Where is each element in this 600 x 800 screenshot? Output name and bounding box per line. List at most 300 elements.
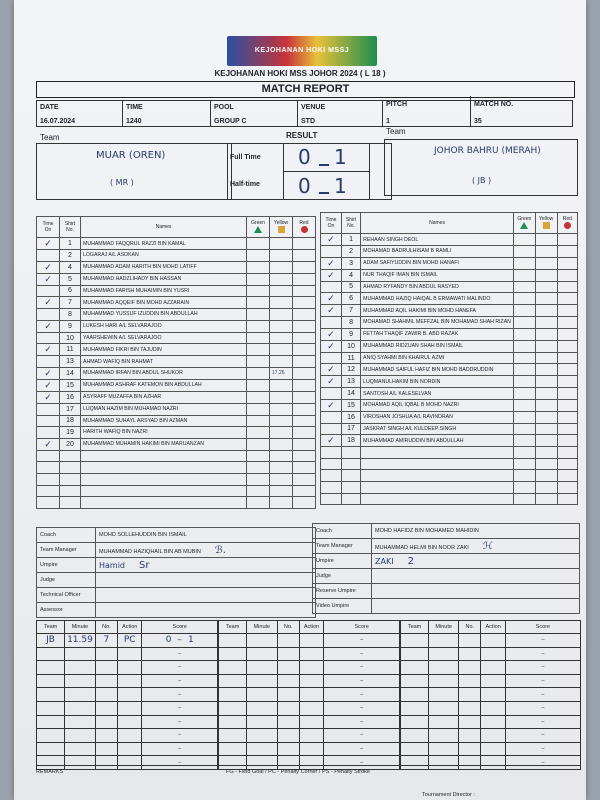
score-cell: – <box>505 674 580 688</box>
player-row <box>37 273 316 285</box>
card-cell <box>535 340 557 352</box>
score-col-header: Action <box>117 621 141 634</box>
score-row <box>37 729 218 743</box>
score-legend: FG - Field Goal / PC - Penalty Corner / PS - Penalty Stroke <box>226 769 370 775</box>
card-cell <box>557 340 577 352</box>
shirt-number: 4 <box>341 269 360 281</box>
score-cell: – <box>142 742 218 756</box>
player-name: NUR THAQIF IMAN BIN ISMAIL <box>361 269 514 281</box>
player-name: FETTAH THAQIF ZAWIR B. ABD RAZAK <box>361 328 514 340</box>
player-row <box>37 238 316 250</box>
official-row <box>313 554 580 569</box>
card-cell <box>293 356 316 368</box>
player-row <box>37 320 316 332</box>
score-row <box>401 674 581 688</box>
team-label-left: Team <box>40 133 60 142</box>
official-row <box>313 599 580 614</box>
player-name: LOGARAJ A/L ASOKAN <box>81 250 247 262</box>
card-cell <box>293 297 316 309</box>
card-cell <box>247 238 270 250</box>
col-names: Names <box>361 213 514 234</box>
score-cell: – <box>324 647 400 661</box>
shirt-number: 7 <box>60 297 81 309</box>
official-name <box>96 573 316 588</box>
card-cell <box>513 435 535 447</box>
official-role: Technical Officer <box>37 588 96 603</box>
card-cell <box>293 415 316 427</box>
player-row <box>37 427 316 439</box>
player-row <box>321 399 578 411</box>
shirt-number: 1 <box>60 238 81 250</box>
player-name: MUHAMMAD YUSSUF IZUDDIN BIN ABDULLAH <box>81 309 247 321</box>
card-cell <box>247 297 270 309</box>
score-row <box>37 634 218 648</box>
on-tick-mark <box>37 309 60 321</box>
on-tick-mark: ✓ <box>37 438 60 450</box>
score-row <box>401 756 581 770</box>
player-row <box>321 423 578 435</box>
card-cell <box>247 367 270 379</box>
score-col-header: Team <box>401 621 429 634</box>
on-tick-mark <box>37 427 60 439</box>
card-cell <box>513 257 535 269</box>
player-row <box>321 493 578 505</box>
col-red: Red <box>557 213 577 234</box>
card-cell <box>557 293 577 305</box>
score-row <box>219 647 400 661</box>
score-cell: – <box>505 756 580 770</box>
card-cell <box>513 411 535 423</box>
card-cell <box>293 438 316 450</box>
score-row <box>401 661 581 675</box>
player-row <box>37 297 316 309</box>
card-cell <box>513 364 535 376</box>
on-tick-mark: ✓ <box>321 293 342 305</box>
col-red: Red <box>293 217 316 238</box>
on-tick-mark <box>321 411 342 423</box>
player-row <box>321 470 578 482</box>
shirt-number: 5 <box>60 273 81 285</box>
card-cell <box>293 285 316 297</box>
card-cell <box>513 423 535 435</box>
card-cell <box>513 388 535 400</box>
shirt-number: 6 <box>60 285 81 297</box>
score-row <box>37 701 218 715</box>
card-cell <box>557 423 577 435</box>
home-team-name: MUAR (OREN) <box>96 150 166 161</box>
card-cell <box>535 364 557 376</box>
player-name: ASYRAFF MUZAFFA BIN AZHAR <box>81 391 247 403</box>
official-name: MUHAMMAD HAZIQHAIL BIN AB MUBIN ℬ. <box>96 543 316 558</box>
card-cell <box>270 344 293 356</box>
player-name: AHMAD WAFIQ BIN RAHMAT <box>81 356 247 368</box>
shirt-number: 17 <box>60 403 81 415</box>
away-team-code: ( JB ) <box>472 176 492 185</box>
on-tick-mark: ✓ <box>321 399 342 411</box>
player-row <box>37 462 316 474</box>
card-cell <box>535 411 557 423</box>
card-cell <box>535 388 557 400</box>
on-tick-mark <box>37 332 60 344</box>
score-cell: – <box>324 688 400 702</box>
card-cell <box>293 403 316 415</box>
pitch-value: 1 <box>386 118 390 125</box>
official-name: ZAKI 2 <box>372 554 580 569</box>
score-col-header: Minute <box>429 621 459 634</box>
card-cell <box>557 234 577 246</box>
on-tick-mark <box>37 356 60 368</box>
score-col-header: No. <box>459 621 481 634</box>
card-cell <box>557 399 577 411</box>
on-tick-mark <box>321 388 342 400</box>
official-row <box>313 539 580 554</box>
col-shirt: Shirt No. <box>341 213 360 234</box>
col-yellow: Yellow <box>535 213 557 234</box>
official-name: MOHD SOLLEHUDDIN BIN ISMAIL <box>96 528 316 543</box>
score-cell: – <box>142 715 218 729</box>
date-value: 16.07.2024 <box>40 118 76 125</box>
shirt-number: 6 <box>341 293 360 305</box>
player-name: ADAM SAFIYUDDIN BIN MOHD HANAFI <box>361 257 514 269</box>
score-cell: – <box>505 661 580 675</box>
player-row <box>321 376 578 388</box>
away-team-name: JOHOR BAHRU (MERAH) <box>434 146 541 156</box>
shirt-number: 9 <box>341 328 360 340</box>
venue-label: VENUE <box>301 104 326 111</box>
championship-title: KEJOHANAN HOKI MSS JOHOR 2024 ( L 18 ) <box>214 69 386 78</box>
player-row <box>37 415 316 427</box>
red-card-icon <box>301 226 308 233</box>
team-label-right: Team <box>386 127 406 136</box>
shirt-number: 19 <box>60 427 81 439</box>
score-cell: – <box>505 634 580 648</box>
shirt-number: 8 <box>60 309 81 321</box>
card-cell <box>513 269 535 281</box>
shirt-number: 4 <box>60 261 81 273</box>
card-cell <box>247 285 270 297</box>
card-cell <box>293 238 316 250</box>
score-cell: – <box>142 647 218 661</box>
player-row <box>321 328 578 340</box>
official-role: Coach <box>37 528 96 543</box>
score-cell: – <box>324 701 400 715</box>
player-row <box>37 450 316 462</box>
shirt-number: 14 <box>60 367 81 379</box>
score-row <box>37 661 218 675</box>
on-tick-mark: ✓ <box>37 391 60 403</box>
on-tick-mark <box>37 403 60 415</box>
card-cell <box>247 320 270 332</box>
on-tick-mark: ✓ <box>321 234 342 246</box>
card-cell <box>247 273 270 285</box>
player-name: MUHAMMAD SAIFUL HAFIZ BIN MOHD BADDRUDDIN <box>361 364 514 376</box>
score-minute: 11.59 <box>65 634 96 648</box>
card-cell <box>535 305 557 317</box>
scoring-table-2 <box>218 620 400 770</box>
card-cell <box>247 403 270 415</box>
score-row <box>219 715 400 729</box>
card-cell <box>247 427 270 439</box>
card-cell <box>557 257 577 269</box>
shirt-number: 18 <box>60 415 81 427</box>
score-cell: – <box>505 715 580 729</box>
official-name <box>96 588 316 603</box>
shirt-number: 1 <box>341 234 360 246</box>
official-role: Assessor <box>37 603 96 618</box>
on-tick-mark: ✓ <box>321 435 342 447</box>
card-cell <box>293 309 316 321</box>
official-name <box>372 569 580 584</box>
card-cell <box>270 273 293 285</box>
score-row <box>219 742 400 756</box>
on-tick-mark: ✓ <box>321 269 342 281</box>
player-name: MUHAMMAD IRFAN BIN ABDUL SHUKOR <box>81 367 247 379</box>
score-col-header: Minute <box>65 621 96 634</box>
official-role: Judge <box>313 569 372 584</box>
player-name: SANTOSH A/L KALESELVAN <box>361 388 514 400</box>
card-cell <box>535 234 557 246</box>
score-row <box>219 701 400 715</box>
official-role: Umpire <box>313 554 372 569</box>
official-row <box>313 584 580 599</box>
card-cell <box>535 317 557 329</box>
player-name: LUQMANULHAKIM BIN NORDIN <box>361 376 514 388</box>
date-label: DATE <box>40 104 59 111</box>
card-cell <box>557 364 577 376</box>
card-cell <box>535 293 557 305</box>
on-tick-mark <box>321 281 342 293</box>
card-cell <box>513 246 535 258</box>
green-card-icon <box>520 222 528 229</box>
score-row <box>401 729 581 743</box>
player-name: LUKESH HARI A/L SELVARAJOO <box>81 320 247 332</box>
pool-value: GROUP C <box>214 118 247 125</box>
on-tick-mark <box>321 423 342 435</box>
card-cell <box>293 344 316 356</box>
on-tick-mark: ✓ <box>321 305 342 317</box>
signature: 2 <box>407 555 414 567</box>
player-name: MUHAMMAD HADZLIHADY BIN HASSAN <box>81 273 247 285</box>
card-cell <box>293 379 316 391</box>
score-col-header: Score <box>324 621 400 634</box>
card-cell <box>270 391 293 403</box>
matchno-value: 35 <box>474 118 482 125</box>
on-tick-mark: ✓ <box>321 257 342 269</box>
shirt-number: 18 <box>341 435 360 447</box>
player-row <box>37 356 316 368</box>
official-row <box>37 603 316 618</box>
official-name: MOHD HAFIDZ BIN MOHAMED MAHIDIN <box>372 524 580 539</box>
score-cell: – <box>142 756 218 770</box>
card-cell <box>270 427 293 439</box>
score-col-header: Action <box>481 621 505 634</box>
official-name: Hamid Sr <box>96 558 316 573</box>
shirt-number: 11 <box>60 344 81 356</box>
official-row <box>37 573 316 588</box>
player-row <box>321 481 578 493</box>
card-cell <box>270 320 293 332</box>
tournament-logo: KEJOHANAN HOKI MSSJ <box>227 36 377 66</box>
halftime-label: Half-time <box>230 181 260 188</box>
score-cell: – <box>324 715 400 729</box>
score-cell: – <box>142 661 218 675</box>
card-cell <box>557 435 577 447</box>
on-tick-mark: ✓ <box>37 320 60 332</box>
card-cell <box>270 356 293 368</box>
home-officials-table <box>36 527 316 618</box>
player-row <box>321 269 578 281</box>
shirt-number: 7 <box>341 305 360 317</box>
player-row <box>321 435 578 447</box>
home-team-code: ( MR ) <box>110 178 134 187</box>
player-row <box>321 388 578 400</box>
official-row <box>37 558 316 573</box>
player-row <box>321 281 578 293</box>
halftime-away-score: 1 <box>334 174 347 198</box>
score-row <box>401 742 581 756</box>
player-name: MOHAMAD SHAHMIL MEFFZAL BIN MOHAMAD SHAH RIZAN <box>361 317 514 329</box>
tournament-director-label: Tournament Director : <box>422 792 475 798</box>
score-col-header: No. <box>95 621 117 634</box>
player-row <box>321 317 578 329</box>
player-row <box>37 332 316 344</box>
card-cell <box>557 376 577 388</box>
shirt-number: 17 <box>341 423 360 435</box>
official-name: MUHAMMAD HELMI BIN NOOR ZAKI ℋ <box>372 539 580 554</box>
shirt-number: 2 <box>60 250 81 262</box>
score-row <box>219 674 400 688</box>
card-cell <box>557 269 577 281</box>
score-row <box>219 688 400 702</box>
col-green: Green <box>247 217 270 238</box>
player-name: MUHAMMAD SUHAYL ARSYAD BIN AZMAN <box>81 415 247 427</box>
player-name: REHAAN SINGH DEOL <box>361 234 514 246</box>
card-cell <box>247 438 270 450</box>
card-cell <box>247 356 270 368</box>
card-cell <box>270 379 293 391</box>
player-name: MUHAMMAD AQIL HAKIMI BIN MOHD HANEFA <box>361 305 514 317</box>
shirt-number: 3 <box>341 257 360 269</box>
official-role: Reserve Umpire <box>313 584 372 599</box>
away-players-table <box>320 212 578 505</box>
official-row <box>313 524 580 539</box>
card-cell <box>535 352 557 364</box>
card-cell <box>293 332 316 344</box>
shirt-number: 5 <box>341 281 360 293</box>
on-tick-mark <box>321 317 342 329</box>
score-col-header: No. <box>277 621 299 634</box>
col-time-on: Time On <box>37 217 60 238</box>
shirt-number: 16 <box>341 411 360 423</box>
card-cell <box>535 328 557 340</box>
official-role: Judge <box>37 573 96 588</box>
card-cell <box>270 261 293 273</box>
signature: ℋ <box>482 540 493 552</box>
card-cell <box>247 391 270 403</box>
card-cell <box>270 403 293 415</box>
on-tick-mark: ✓ <box>321 328 342 340</box>
player-name: MUHAMMAD ADAM HARITH BIN MOHD LATIFF <box>81 261 247 273</box>
shirt-number: 13 <box>60 356 81 368</box>
shirt-number: 15 <box>60 379 81 391</box>
player-row <box>321 293 578 305</box>
on-tick-mark: ✓ <box>37 379 60 391</box>
card-cell <box>270 415 293 427</box>
player-row <box>321 234 578 246</box>
player-name: MUHAMMAD HAZIQ HAIQAL B ERMAWATI MALINDO <box>361 293 514 305</box>
shirt-number: 15 <box>341 399 360 411</box>
yellow-card-icon <box>543 222 550 229</box>
card-cell <box>557 388 577 400</box>
card-cell <box>535 257 557 269</box>
player-name: ANIQ SYAHMI BIN KHAIRUL AZMI <box>361 352 514 364</box>
shirt-number: 9 <box>60 320 81 332</box>
card-cell <box>557 317 577 329</box>
card-cell <box>513 399 535 411</box>
red-card-icon <box>564 222 571 229</box>
score-row <box>37 742 218 756</box>
card-cell <box>557 281 577 293</box>
card-cell <box>513 352 535 364</box>
score-cell: – <box>505 647 580 661</box>
card-cell <box>270 250 293 262</box>
player-name: JASKRAT SINGH A/L KULDEEP SINGH <box>361 423 514 435</box>
green-card-icon <box>254 226 262 233</box>
col-names: Names <box>81 217 247 238</box>
match-report-sheet <box>14 0 586 800</box>
player-name: MUHAMMAD FARISH MUHAIMIN BIN YUSRI <box>81 285 247 297</box>
score-cell: – <box>324 742 400 756</box>
fulltime-away-score: 1 <box>334 145 347 169</box>
signature: Sr <box>139 559 150 571</box>
card-cell <box>557 352 577 364</box>
shirt-number: 14 <box>341 388 360 400</box>
card-cell <box>270 438 293 450</box>
player-name: MOHAMAD BADRULHISAM B RAMLI <box>361 246 514 258</box>
card-cell <box>293 427 316 439</box>
player-row <box>321 364 578 376</box>
card-cell <box>270 297 293 309</box>
card-cell <box>293 261 316 273</box>
score-cell: – <box>324 661 400 675</box>
player-name: MUHAMMAD MUHAMIN HAKIMI BIN MARUANZAN <box>81 438 247 450</box>
score-no: 7 <box>95 634 117 648</box>
shirt-number: 13 <box>341 376 360 388</box>
score-row <box>219 634 400 648</box>
score-row <box>219 661 400 675</box>
player-row <box>37 497 316 509</box>
fulltime-label: Full Time <box>230 154 261 161</box>
score-row <box>401 688 581 702</box>
col-green: Green <box>513 213 535 234</box>
official-name <box>372 584 580 599</box>
card-cell <box>293 273 316 285</box>
venue-value: STD <box>301 118 315 125</box>
card-cell <box>557 246 577 258</box>
page-title: MATCH REPORT <box>36 81 575 98</box>
card-cell <box>557 305 577 317</box>
on-tick-mark: ✓ <box>321 376 342 388</box>
player-row <box>37 367 316 379</box>
player-name: AHMAD RYFANDY BIN ABDUL RASYED <box>361 281 514 293</box>
player-name: MUHAMMAD AMIRUDDIN BIN ABDULLAH <box>361 435 514 447</box>
pool-label: POOL <box>214 104 234 111</box>
player-row <box>37 485 316 497</box>
player-row <box>37 250 316 262</box>
on-tick-mark <box>321 352 342 364</box>
official-role: Team Manager <box>37 543 96 558</box>
score-row <box>37 756 218 770</box>
